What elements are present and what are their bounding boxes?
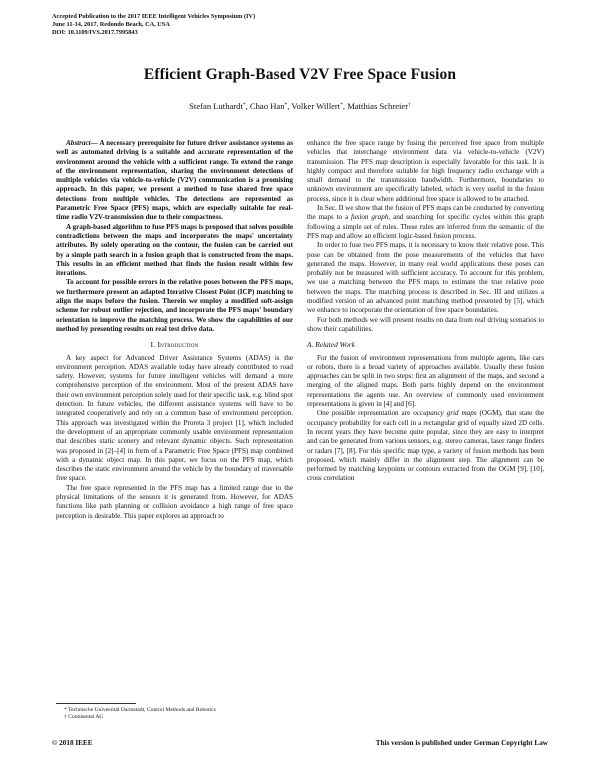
author-list <box>0 101 600 111</box>
left-column <box>56 139 293 521</box>
header-dates: June 11-14, 2017, Redondo Beach, CA, USA <box>52 21 170 29</box>
body-text: In Sec. II we show that the fusion of PFS maps can be conducted by converting the maps to a <box>307 204 544 222</box>
header-doi: DOI: 10.1109/IVS.2017.7995843 <box>52 29 138 37</box>
abstract-text: — A necessary prerequisite for future driver assistance systems as well as automated driving is a suitable and accurate representation of the environment around the vehicle with a sufficient range. To extend the range of the environment representation, sharing the environment detections of multiple vehicles via vehicle-to-vehicle (V2V) communication is a promising approach. In this paper, we present a method to fuse shared free space detections from multiple vehicles. The detections are represented as Parametric Free Space (PFS) maps, which are especially suitable for real-time radio V2V-transmission due to their compactness. <box>56 139 293 222</box>
body-text: One possible representation are <box>317 409 414 418</box>
body-paragraph: For both methods we will present results on data from real driving scenarios to show their capabilities. <box>307 315 544 333</box>
abstract-paragraph <box>56 139 293 223</box>
author-name: Volker Willert <box>291 101 341 111</box>
body-text: , and searching for specific cycles within this graph following a simple set of rules. These rules are inferred from the semantic of the PFS map and allow an efficient logic-based fusion process. <box>307 213 544 240</box>
affiliation-mark: * <box>284 102 288 108</box>
publication-header <box>52 13 552 38</box>
emphasis-text: fusion graph <box>351 213 389 222</box>
author-separator: , <box>245 101 250 111</box>
abstract-paragraph: A graph-based algorithm to fuse PFS maps is proposed that solves possible contradictions between the maps and incorporates the maps' uncertainty attributes. By solely operating on the contour, the fusion can be carried out by a simple path search in a fusion graph that is constructed from the maps. This results in an efficient method that finds the fusion result within few iterations. <box>56 222 294 278</box>
author-name: Chao Han <box>249 101 285 111</box>
emphasis-text: occupancy grid maps <box>413 409 477 418</box>
author-separator: , <box>342 101 348 111</box>
copyright-notice: © 2018 IEEE <box>52 739 93 747</box>
footnote-affiliation: * Technische Universität Darmstadt, Control Methods and Robotics <box>64 707 216 713</box>
body-paragraph: In order to fuse two PFS maps, it is necessary to know their relative pose. This pose can be obtained from the pose measurements of the vehicles that have generated the maps. However, in many real world applications these poses can probably not be measured with sufficient accuracy. To account for this problem, we use a matching between the PFS maps to estimate the true relative pose between the maps. The matching process is described in Sec. III and utilizes a modified version of an advanced point matching method presented by [5], which we enhance to incorporate the orientation of free space boundaries. <box>307 241 544 315</box>
author-separator: , <box>287 101 292 111</box>
paper-title: Efficient Graph-Based V2V Free Space Fusion <box>143 66 457 83</box>
body-paragraph <box>307 204 544 241</box>
section-heading: I. Introduction <box>150 340 199 350</box>
right-column <box>307 139 544 484</box>
footnote-divider <box>56 703 136 704</box>
abstract <box>56 139 293 334</box>
body-paragraph: For the fusion of environment representations from multiple agents, like cars or robots, there is a broad variety of approaches available. Usually these fusion approaches can be split in two steps: first an alignment of the maps, and second a merging of the aligned maps. Both parts highly depend on the environment representations the agents use. An overview of commonly used environment representations is given in [4] and [6]. <box>307 353 544 409</box>
affiliation-mark: * <box>340 102 343 108</box>
body-paragraph: enhance the free space range by fusing the perceived free space from multiple vehicles that interchange environment data via vehicle-to-vehicle (V2V) transmission. The PFS map description is especially favorable for this task. It is highly compact and therefore suitable for high frequency radio exchange with a small demand to the transmission bandwidth. Furthermore, boundaries to unknown environment are specifically labeled, which is very useful in the fusion process, since it is clear where additional free space is allowed to be attached. <box>307 139 544 203</box>
author-name: Stefan Luthardt <box>189 101 243 111</box>
abstract-label: Abstract <box>66 139 91 147</box>
body-paragraph: A key aspect for Advanced Driver Assistance Systems (ADAS) is the environment perception. ADAS available today have already contributed to road safety. However, systems for future intelligent vehicles will demand a more comprehensive perception of the environment. Most of the present ADAS have their own environment perception solely used for their specific task, e.g. blind spot detection. In future vehicles, the different assistance systems will have to be integrated cooperatively and rely on a common base of environment perception. This approach was investigated within the Proreta 3 project [1], which included the development of an appropriate commonly usable environment representation that describes static scenery and relevant dynamic objects. Such representation was proposed in [2]–[4] in form of a Parametric Free Space (PFS) map combined with a dynamic object map. In this paper, we focus on the PFS map, which describes the static environment around the vehicle by the boundary of traversable free space. <box>56 353 293 483</box>
footnote-affiliation: † Continental AG <box>64 714 104 721</box>
affiliation-mark: * <box>242 102 246 108</box>
copyright-law-notice: This version is published under German Copyright Law <box>375 739 548 747</box>
header-venue: Accepted Publication to the 2017 IEEE Intelligent Vehicles Symposium (IV) <box>52 13 256 20</box>
affiliation-mark: † <box>408 102 411 108</box>
body-text: (OGM), that state the occupancy probability for each cell in a rectangular grid of equally sized 2D cells. In recent years they have become quite popular, since they are easy to interpret and can be generated from various sensors, e.g. stereo cameras, laser range finders or radars [7], [8]. For this specific map type, a variety of fusion methods has been proposed, which mainly differ in the alignment step. The alignment can be performed by matching keypoints or contours extracted from the OGM [9], [10], cross correlation <box>307 409 544 483</box>
subsection-heading: A. Related Work <box>307 340 355 350</box>
footnotes <box>56 703 293 722</box>
abstract-paragraph: To account for possible errors in the relative poses between the PFS maps, we furthermore present an adapted Iterative Closest Point (ICP) matching to align the maps before the fusion. Therein we employ a modified soft-assign scheme for robust outlier rejection, and incorporate the PFS maps' boundary orientation to improve the matching process. We show the capabilities of our method by presenting results on real test drive data. <box>56 278 293 333</box>
body-paragraph <box>307 409 544 483</box>
body-paragraph: The free space represented in the PFS map has a limited range due to the physical limitations of the sensors it is generated from. However, for ADAS functions like path planning or collision avoidance a high range of free space perception is desirable. This paper explores an approach to <box>56 483 293 520</box>
author-name: Matthias Schreier <box>347 101 409 111</box>
